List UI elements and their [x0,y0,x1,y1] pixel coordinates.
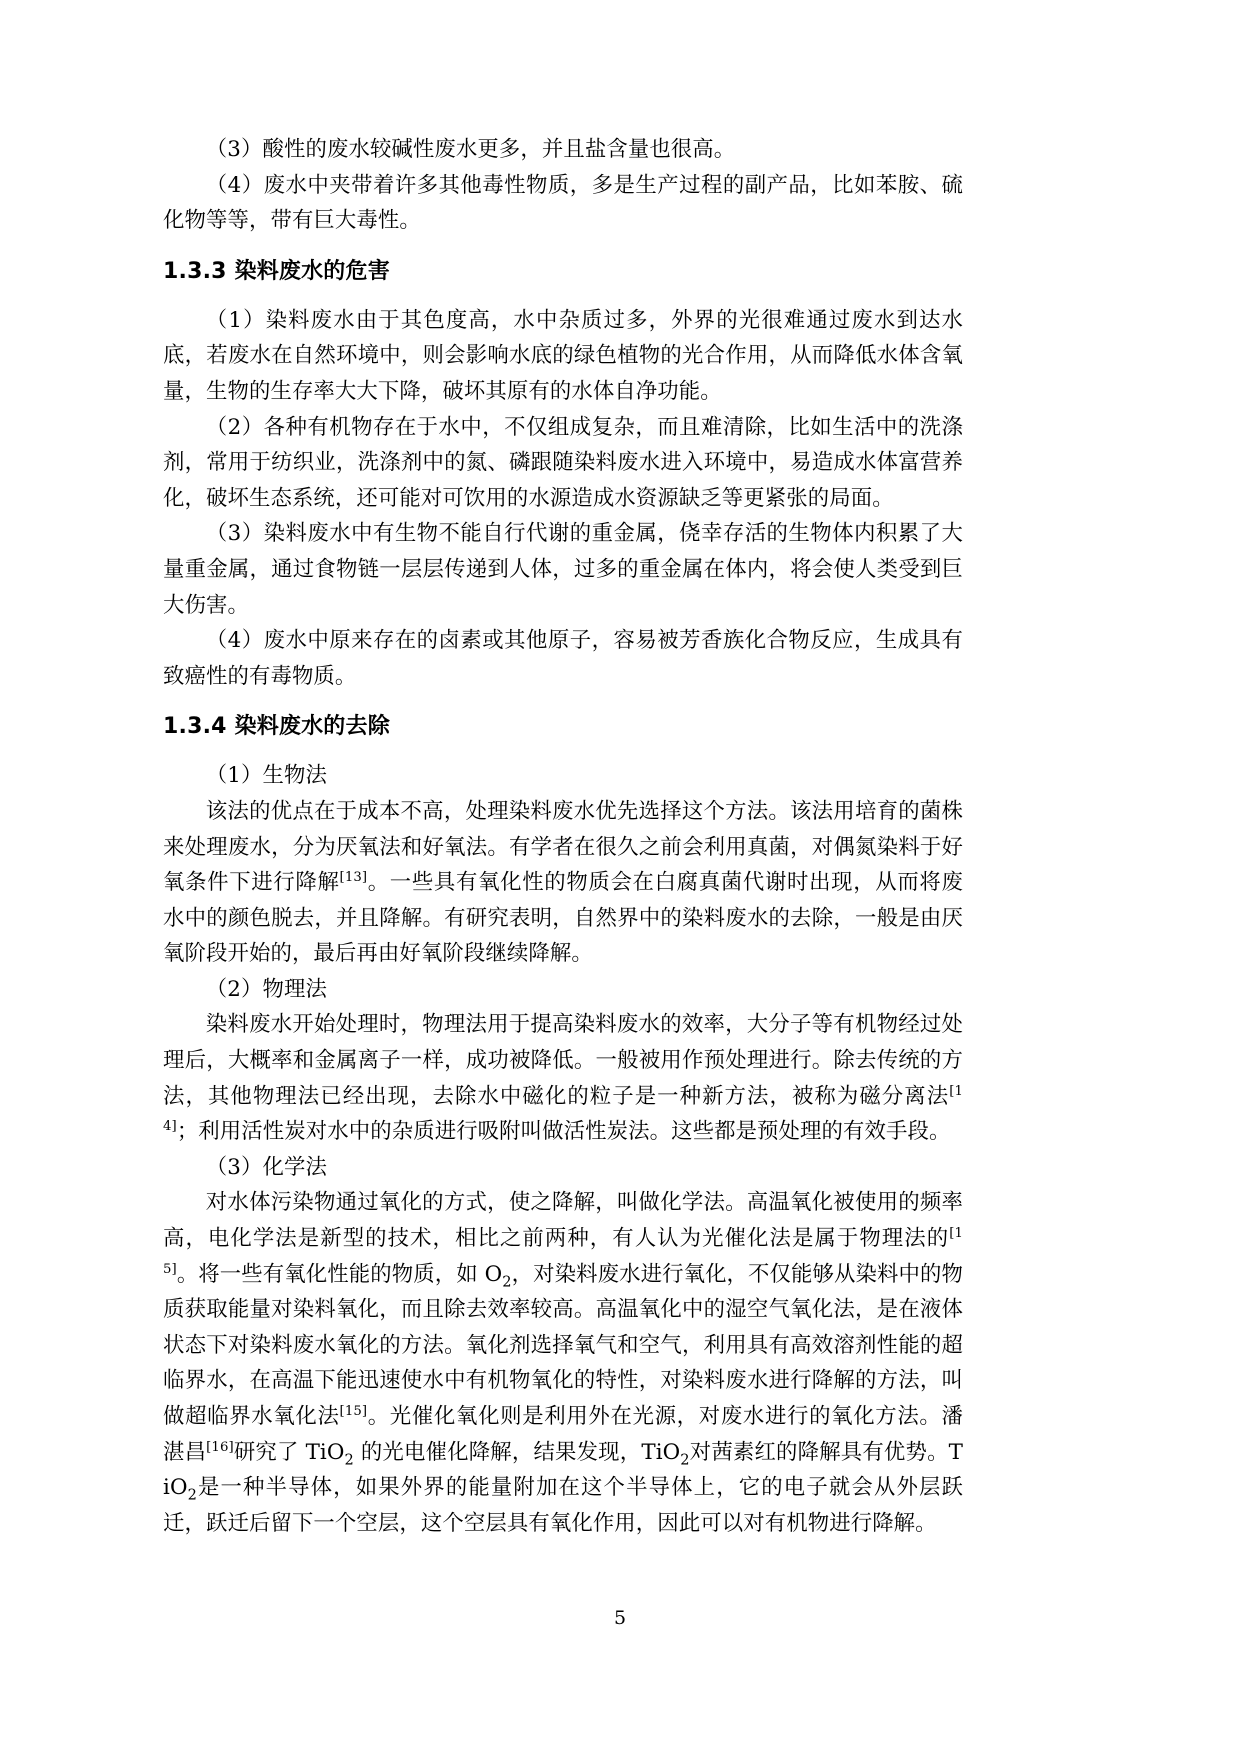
heading-1-3-4: 1.3.4 染料废水的去除 [163,714,390,740]
formula-subscript: 2 [344,1450,354,1468]
para-biological-method: 该法的优点在于成本不高，处理染料废水优先选择这个方法。该法用培育的菌株来处理废水，分为厌氧法和好氧法。有学者在很久之前会利用真菌，对偶氮染料于好氧条件下进行降解[13]。一些具有氧化性的物质会在白腐真菌代谢时出现，从而将废水中的颜色脱去，并且降解。有研究表明，自然界中的染料废水的去除，一般是由厌氧阶段开始的，最后再由好氧阶段继续降解。 [163,798,963,967]
para-chemical-method: 对水体污染物通过氧化的方式，使之降解，叫做化学法。高温氧化被使用的频率高，电化学法是新型的技术，相比之前两种，有人认为光催化法是属于物理法的[15]。将一些有氧化性能的物质，如 $O_2$，对染料废水进行氧化，不仅能够从染料中的物质获取能量对染料氧化，而且除去效率较高。高温氧化中的湿空气氧化法，是在液体状态下对染料废水氧化的方法。氧化剂选择氧气和空气，利用具有高效溶剂性能的超临界水，在高温下能迅速使水中有机物氧化的特性，对染料废水进行降解的方法，叫做超临界水氧化法[15]。光催化氧化则是利用外在光源，对废水进行的氧化方法。潘湛昌[16]研究了 TiO$_2$ 的光电催化降解，结果发现，TiO$_2$对茜素红的降解具有优势。TiO$_2$是一种半导体，如果外界的能量附加在这个半导体上，它的电子就会从外层跃迁，跃迁后留下一个空层，这个空层具有氧化作用，因此可以对有机物进行降解。 [163,1190,964,1536]
citation-reference: [15] [339,1403,368,1419]
chemical-formula: TiO$_2$ [305,1439,354,1468]
page-body [163,132,963,1541]
citation-reference: [15] [163,1225,963,1277]
chemical-formula: TiO$_2$ [163,1439,964,1504]
citation-reference: [14] [163,1083,963,1135]
heading-1-3-3: 1.3.3 染料废水的危害 [163,258,390,284]
para-hazard-2: （2）各种有机物存在于水中，不仅组成复杂，而且难清除，比如生活中的洗涤剂，常用于纺织业，洗涤剂中的氮、磷跟随染料废水进入环境中，易造成水体富营养化，破坏生态系统，还可能对可饮用的水源造成水资源缺乏等更紧张的局面。 [163,414,963,511]
formula-subscript: 2 [502,1272,512,1290]
para-hazard-1: （1）染料废水由于其色度高，水中杂质过多，外界的光很难通过废水到达水底，若废水在自然环境中，则会影响水底的绿色植物的光合作用，从而降低水体含氧量，生物的生存率大大下降，破坏其原有的水体自净功能。 [163,307,963,404]
para-method-2-label: （2）物理法 [205,976,327,1002]
formula-subscript: 2 [680,1450,690,1468]
chemical-formula: $O_2$ [484,1261,512,1290]
citation-reference: [16] [206,1439,234,1455]
page-number: 5 [613,1607,627,1629]
para-method-3-label: （3）化学法 [205,1154,327,1180]
citation-reference: [13] [339,869,368,885]
chemical-formula: TiO$_2$ [641,1439,690,1468]
para-hazard-4: （4）废水中原来存在的卤素或其他原子，容易被芳香族化合物反应，生成具有致癌性的有毒物质。 [163,628,963,689]
para-toxic-substances: （4）废水中夹带着许多其他毒性物质，多是生产过程的副产品，比如苯胺、硫化物等等，带有巨大毒性。 [163,172,963,234]
para-hazard-3: （3）染料废水中有生物不能自行代谢的重金属，侥幸存活的生物体内积累了大量重金属，通过食物链一层层传递到人体，过多的重金属在体内，将会使人类受到巨大伤害。 [163,521,963,618]
para-physical-method: 染料废水开始处理时，物理法用于提高染料废水的效率，大分子等有机物经过处理后，大概率和金属离子一样，成功被降低。一般被用作预处理进行。除去传统的方法，其他物理法已经出现，去除水中磁化的粒子是一种新方法，被称为磁分离法[14]；利用活性炭对水中的杂质进行吸附叫做活性炭法。这些都是预处理的有效手段。 [163,1012,963,1145]
formula-subscript: 2 [187,1486,197,1504]
para-acid-wastewater: （3）酸性的废水较碱性废水更多，并且盐含量也很高。 [205,137,736,162]
para-method-1-label: （1）生物法 [205,763,327,789]
